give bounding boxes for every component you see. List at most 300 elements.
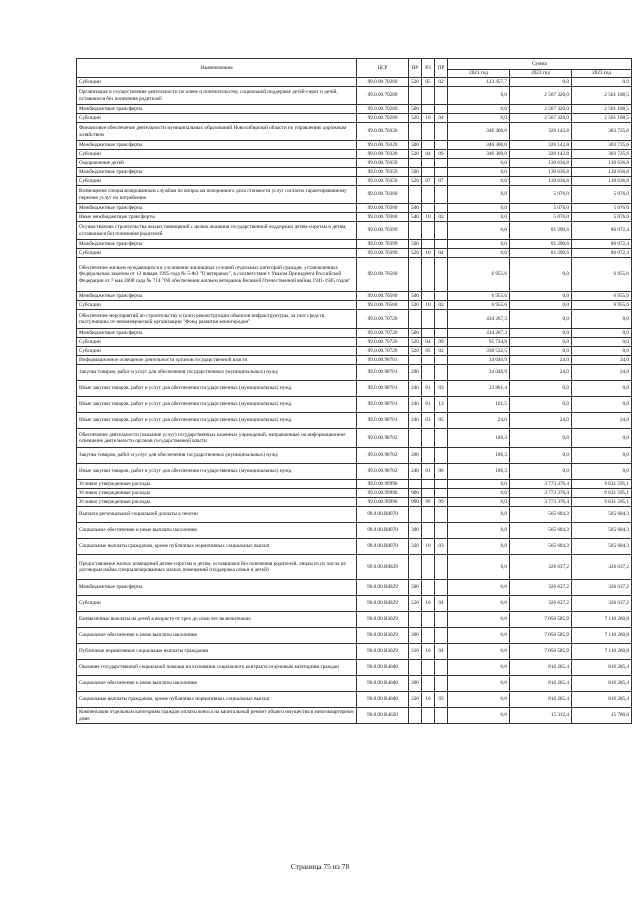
cell-rz [422,555,435,580]
cell-y3: 5 076,0 [572,186,632,204]
cell-pr [435,310,448,329]
cell-y3: 303 725,6 [572,141,632,150]
cell-pr [435,292,448,301]
table-row [77,708,632,724]
cell-vr [409,123,422,141]
table-row [77,580,632,596]
cell-y1: 24,0 [448,413,510,429]
cell-y2: 81 290,6 [510,240,572,249]
cell-pr [435,429,448,448]
cell-rz [422,292,435,301]
cell-y2: 0,0 [510,329,572,338]
cell-name: Межбюджетные трансферты [77,329,357,338]
cell-y3: 0,0 [572,347,632,356]
table-row [77,186,632,204]
cell-y2: 565 684,3 [510,539,572,555]
cell-y3: 0,0 [572,397,632,413]
cell-pr: 03 [435,539,448,555]
cell-vr: 520 [409,596,422,612]
cell-y1: 0,0 [448,692,510,708]
cell-name: Субсидии [77,150,357,159]
cell-name: Возмещение специализированным службам по вопросам похоронного дела стоимости услуг согласно гарантированному перечню услуг по погребению [77,186,357,204]
cell-rz: 10 [422,249,435,258]
cell-y3: 0,0 [572,310,632,329]
cell-rz [422,708,435,724]
cell-y2: 130 636,8 [510,159,572,168]
cell-name: Закупка товаров, работ и услуг для обеспечения государственных (муниципальных) нужд [77,365,357,381]
cell-vr: 300 [409,628,422,644]
cell-name: Обеспечение деятельности (оказание услуг) государственных казенных учреждений, направленные на информационное освещение деятельности органов государственной власти [77,429,357,448]
cell-pr [435,676,448,692]
cell-vr: 320 [409,539,422,555]
cell-csr: 99.0.00.70399 [357,249,409,258]
cell-vr: 320 [409,692,422,708]
cell-y3: 326 637,2 [572,555,632,580]
cell-y3: 24,0 [572,356,632,365]
cell-csr: 99.0.00.70320 [357,141,409,150]
table-row [77,523,632,539]
cell-y2: 0,0 [510,292,572,301]
cell-rz [422,480,435,489]
cell-y3: 130 636,8 [572,159,632,168]
cell-rz [422,365,435,381]
cell-csr: 99.0.00.70360 [357,186,409,204]
cell-csr: 99.0.00.98702 [357,464,409,480]
cell-y2: 326 637,2 [510,580,572,596]
cell-y3: 0,0 [572,381,632,397]
cell-y1: 434 267,3 [448,310,510,329]
cell-rz: 05 [422,78,435,87]
cell-pr [435,105,448,114]
cell-name: Межбюджетные трансферты [77,580,357,596]
cell-name: Социальное обеспечение и иные выплаты населению [77,523,357,539]
cell-y1: 0,0 [448,539,510,555]
cell-name: Субсидии [77,596,357,612]
cell-vr: 900 [409,489,422,498]
cell-vr [409,660,422,676]
cell-y1: 186,3 [448,464,510,480]
cell-y2: 816 285,4 [510,660,572,676]
cell-pr [435,507,448,523]
cell-rz: 10 [422,114,435,123]
cell-y3: 816 285,4 [572,660,632,676]
cell-pr [435,480,448,489]
cell-csr: 99.0.00.70720 [357,310,409,329]
cell-rz: 10 [422,301,435,310]
cell-rz [422,159,435,168]
cell-y1: 6 955,6 [448,258,510,292]
cell-y3: 5 076,0 [572,213,632,222]
cell-name: Иные закупки товаров, работ и услуг для обеспечения государственных (муниципальных) нужд [77,381,357,397]
cell-y1: 346 300,0 [448,150,510,159]
cell-y1: 0,0 [448,222,510,240]
cell-rz [422,222,435,240]
cell-vr [409,222,422,240]
cell-y3: 0,0 [572,338,632,347]
cell-csr: 99.0.00.R3029 [357,644,409,660]
table-row [77,660,632,676]
cell-rz: 03 [422,413,435,429]
cell-y1: 0,0 [448,507,510,523]
cell-y2: 5 076,0 [510,186,572,204]
cell-rz: 01 [422,397,435,413]
cell-csr: 99.0.00.R3029 [357,628,409,644]
cell-vr: 240 [409,464,422,480]
cell-y3: 565 684,3 [572,507,632,523]
cell-name: Обеспечение мероприятий по строительству и (или) реконструкции объектов инфраструктуры, за счет средств, поступивших от некоммерческой организации "Фонд развития моногородов" [77,310,357,329]
cell-name: Обеспечение жильем нуждающихся в улучшении жилищных условий отдельных категорий граждан, установленных Федеральным законом от 12 января 1995 года № 5-ФЗ "О ветеранах", в соответствии с Указом Президента Российской Федерации от 7 мая 2008 года № 714 "Об обеспечении жильем ветеранов Великой Отечественной войны 1941-1945 годов" [77,258,357,292]
cell-vr [409,356,422,365]
table-row [77,150,632,159]
cell-vr: 500 [409,105,422,114]
table-row [77,240,632,249]
cell-y2: 0,0 [510,347,572,356]
cell-name: Иные межбюджетные трансферты [77,213,357,222]
cell-pr [435,240,448,249]
cell-pr [435,87,448,105]
cell-vr: 540 [409,213,422,222]
cell-rz [422,448,435,464]
cell-name: Межбюджетные трансферты [77,141,357,150]
cell-rz [422,123,435,141]
cell-vr [409,708,422,724]
cell-y2: 326 637,2 [510,596,572,612]
cell-y2: 0,0 [510,301,572,310]
cell-pr [435,628,448,644]
col-header-sum: Сумма [448,59,632,70]
cell-vr: 500 [409,141,422,150]
cell-y1: 0,0 [448,114,510,123]
cell-y2: 0,0 [510,310,572,329]
cell-csr: 99.0.00.70720 [357,329,409,338]
cell-y2: 0,0 [510,258,572,292]
cell-csr: 99.0.00.70560 [357,301,409,310]
cell-y3: 326 637,2 [572,596,632,612]
cell-vr: 500 [409,292,422,301]
cell-y2: 24,0 [510,356,572,365]
cell-y1: 186,3 [448,429,510,448]
cell-pr: 99 [435,498,448,507]
cell-name: Условно утвержденные расходы [77,480,357,489]
cell-pr: 03 [435,301,448,310]
cell-y2: 3 773 376,4 [510,489,572,498]
cell-vr [409,612,422,628]
cell-y2: 7 050 585,9 [510,628,572,644]
cell-y2: 81 290,6 [510,222,572,240]
cell-y3: 0,0 [572,329,632,338]
cell-vr [409,507,422,523]
cell-pr [435,186,448,204]
cell-rz [422,87,435,105]
cell-y2: 0,0 [510,338,572,347]
cell-csr: 99.0.00.R4040 [357,692,409,708]
cell-vr: 990 [409,498,422,507]
cell-vr: 520 [409,78,422,87]
cell-pr: 07 [435,177,448,186]
table-row [77,413,632,429]
cell-y3: 326 637,2 [572,580,632,596]
cell-name: Субсидии [77,114,357,123]
cell-rz [422,168,435,177]
cell-rz: 99 [422,498,435,507]
cell-y2: 0,0 [510,464,572,480]
cell-vr: 520 [409,338,422,347]
table-row [77,347,632,356]
cell-name: Предоставление жилых помещений детям-сиротам и детям, оставшимся без попечения родителей, лицам из их числа по договорам найма специализированных жилых помещений (поддержка семьи и детей) [77,555,357,580]
cell-y1: 161,5 [448,397,510,413]
cell-pr [435,329,448,338]
cell-csr: 99.0.00.70720 [357,338,409,347]
cell-vr: 520 [409,301,422,310]
cell-pr [435,448,448,464]
cell-pr: 02 [435,78,448,87]
cell-csr: 99.0.00.98701 [357,356,409,365]
cell-name: Закупка товаров, работ и услуг для обеспечения государственных (муниципальных) нужд [77,448,357,464]
cell-y3: 565 684,3 [572,523,632,539]
cell-name: Информационное освещение деятельности органов государственной власти [77,356,357,365]
cell-y1: 0,0 [448,628,510,644]
cell-y3: 6 955,6 [572,292,632,301]
cell-pr: 04 [435,114,448,123]
cell-pr [435,660,448,676]
cell-csr: 99.0.00.R4040 [357,660,409,676]
table-row [77,429,632,448]
cell-y1: 0,0 [448,249,510,258]
cell-y1: 0,0 [448,240,510,249]
cell-y3: 9 631 595,1 [572,489,632,498]
cell-rz [422,612,435,628]
cell-y3: 9 631 595,1 [572,480,632,489]
cell-name: Социальные выплаты гражданам, кроме публичных нормативных социальных выплат [77,539,357,555]
cell-name: Субсидии [77,338,357,347]
cell-name: Межбюджетные трансферты [77,168,357,177]
cell-csr: 99.0.00.70359 [357,177,409,186]
cell-pr: 05 [435,413,448,429]
cell-csr: 99.0.00.98701 [357,413,409,429]
cell-pr [435,612,448,628]
cell-y1: 0,0 [448,168,510,177]
cell-y1: 34 046,9 [448,365,510,381]
cell-pr [435,204,448,213]
cell-y3: 816 285,4 [572,676,632,692]
cell-y3: 7 116 260,8 [572,644,632,660]
cell-rz [422,240,435,249]
page-number: Страница 75 из 78 [290,862,350,871]
table-row [77,105,632,114]
cell-vr [409,480,422,489]
table-row [77,213,632,222]
cell-vr [409,159,422,168]
cell-csr: 99.0.00.R4620 [357,708,409,724]
cell-name: Оздоровление детей [77,159,357,168]
cell-y1: 123 457,7 [448,78,510,87]
cell-y3: 7 116 260,8 [572,612,632,628]
cell-y2: 3 773 376,4 [510,498,572,507]
cell-y2: 130 636,8 [510,168,572,177]
col-header-year-2023: 2023 год [572,70,632,78]
table-row [77,177,632,186]
cell-y2: 326 142,8 [510,150,572,159]
table-row [77,159,632,168]
table-row [77,489,632,498]
cell-csr: 99.0.00.99990 [357,480,409,489]
cell-csr: 99.0.00.R0070 [357,507,409,523]
cell-y1: 0,0 [448,612,510,628]
cell-y2: 0,0 [510,397,572,413]
cell-csr: 99.0.00.70320 [357,150,409,159]
table-row [77,292,632,301]
cell-name: Организация и осуществление деятельности по опеке и попечительству, социальной поддержке детей-сирот и детей, оставшихся без попечения родителей [77,87,357,105]
cell-y2: 0,0 [510,381,572,397]
cell-y3: 303 725,6 [572,150,632,159]
cell-csr: 99.0.00.98701 [357,365,409,381]
cell-csr: 99.0.00.70399 [357,222,409,240]
cell-vr: 520 [409,114,422,123]
cell-y3: 2 561 188,5 [572,105,632,114]
cell-y1: 6 955,6 [448,292,510,301]
cell-rz [422,258,435,292]
cell-rz: 01 [422,381,435,397]
cell-y3: 5 076,0 [572,204,632,213]
table-body [77,78,632,724]
cell-vr: 520 [409,150,422,159]
cell-y2: 0,0 [510,448,572,464]
cell-csr: 99.0.00.99990 [357,498,409,507]
cell-y2: 24,0 [510,365,572,381]
cell-vr: 500 [409,329,422,338]
cell-vr: 500 [409,204,422,213]
cell-y3: 130 636,8 [572,177,632,186]
cell-vr: 520 [409,347,422,356]
cell-pr [435,159,448,168]
cell-csr: 99.0.00.70399 [357,240,409,249]
cell-y3: 2 561 188,5 [572,114,632,123]
cell-vr [409,87,422,105]
cell-y2: 326 142,8 [510,141,572,150]
col-header-pr: ПР [435,59,448,78]
cell-rz: 10 [422,213,435,222]
cell-y3: 0,0 [572,78,632,87]
cell-pr [435,365,448,381]
cell-name: Межбюджетные трансферты [77,240,357,249]
cell-csr: 99.0.00.70359 [357,159,409,168]
table-row [77,329,632,338]
cell-y1: 0,0 [448,186,510,204]
cell-rz: 10 [422,596,435,612]
table-row [77,78,632,87]
cell-vr [409,258,422,292]
cell-name: Иные закупки товаров, работ и услуг для обеспечения государственных (муниципальных) нужд [77,413,357,429]
cell-vr: 500 [409,240,422,249]
cell-vr: 500 [409,168,422,177]
cell-y1: 0,0 [448,580,510,596]
table-row [77,612,632,628]
cell-y1: 0,0 [448,87,510,105]
cell-pr: 06 [435,464,448,480]
cell-vr: 300 [409,523,422,539]
cell-csr: 99.0.00.R0829 [357,580,409,596]
cell-rz [422,186,435,204]
cell-pr: 09 [435,150,448,159]
cell-y3: 0,0 [572,464,632,480]
table-row [77,692,632,708]
cell-pr [435,580,448,596]
cell-name: Выплата региональной социальной доплаты к пенсии [77,507,357,523]
cell-vr: 200 [409,365,422,381]
cell-y1: 33 861,4 [448,381,510,397]
cell-name: Иные закупки товаров, работ и услуг для обеспечения государственных (муниципальных) нужд [77,464,357,480]
table-row [77,114,632,123]
cell-vr: 520 [409,177,422,186]
cell-y2: 816 285,4 [510,692,572,708]
cell-pr: 03 [435,381,448,397]
table-row [77,356,632,365]
cell-csr: 99.0.00.98702 [357,429,409,448]
cell-vr [409,310,422,329]
col-header-rz: РЗ [422,59,435,78]
cell-csr: 99.0.00.98702 [357,448,409,464]
table-row [77,249,632,258]
cell-y3: 9 631 595,1 [572,498,632,507]
table-row [77,507,632,523]
cell-vr [409,429,422,448]
table-row [77,222,632,240]
cell-csr: 99.0.00.70320 [357,123,409,141]
cell-rz [422,628,435,644]
cell-rz [422,489,435,498]
table-row [77,123,632,141]
cell-y3: 7 116 260,8 [572,628,632,644]
cell-y1: 0,0 [448,480,510,489]
cell-y1: 0,0 [448,644,510,660]
cell-y2: 3 773 376,4 [510,480,572,489]
cell-pr: 04 [435,596,448,612]
cell-y1: 0,0 [448,498,510,507]
cell-y2: 2 567 320,0 [510,105,572,114]
cell-pr: 13 [435,397,448,413]
cell-y3: 0,0 [572,448,632,464]
cell-name: Условно утвержденные расходы [77,498,357,507]
cell-vr: 300 [409,676,422,692]
cell-pr [435,356,448,365]
table-row [77,141,632,150]
table-row [77,498,632,507]
cell-y2: 816 285,4 [510,676,572,692]
cell-rz [422,523,435,539]
cell-y2: 81 290,6 [510,249,572,258]
cell-csr: 99.0.00.R0829 [357,596,409,612]
cell-name: Иные закупки товаров, работ и услуг для обеспечения государственных (муниципальных) нужд [77,397,357,413]
table-row [77,301,632,310]
table-row [77,676,632,692]
cell-vr: 240 [409,381,422,397]
cell-vr: 310 [409,644,422,660]
table-row [77,464,632,480]
cell-y2: 326 142,8 [510,123,572,141]
cell-y3: 303 725,6 [572,123,632,141]
cell-y3: 86 072,4 [572,240,632,249]
cell-y2: 7 050 585,9 [510,612,572,628]
cell-name: Социальное обеспечение и иные выплаты населению [77,628,357,644]
cell-y1: 0,0 [448,555,510,580]
cell-pr [435,555,448,580]
cell-rz [422,660,435,676]
cell-csr: 99.0.00.70289 [357,105,409,114]
cell-pr: 04 [435,644,448,660]
cell-name: Субсидии [77,177,357,186]
cell-name: Социальные выплаты гражданам, кроме публичных нормативных социальных выплат [77,692,357,708]
table-row [77,628,632,644]
